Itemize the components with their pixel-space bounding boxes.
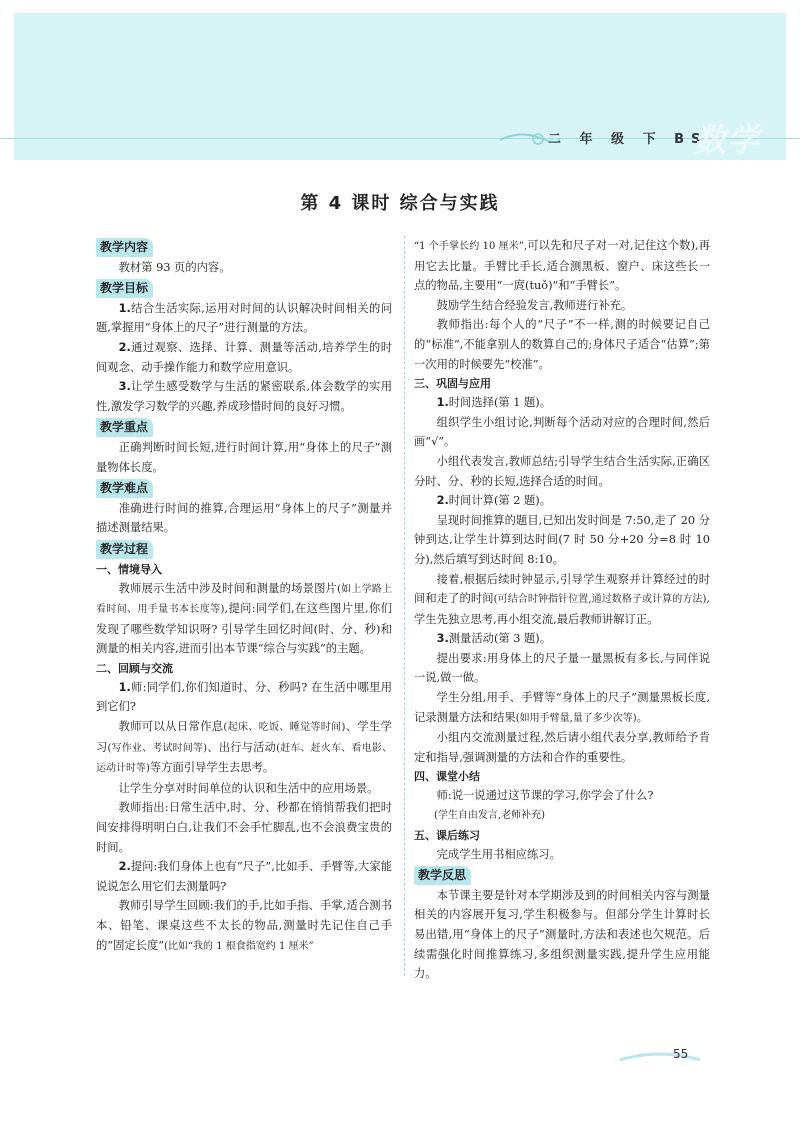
process-tag: 教学过程 bbox=[96, 540, 153, 559]
section-heading-3: 三、巩固与应用 bbox=[414, 377, 491, 391]
homework-text: 完成学生用书相应练习。 bbox=[436, 847, 561, 861]
subject-watermark: 数学 bbox=[694, 121, 761, 159]
teacher-point: 教师指出:每个人的“尺子”不一样,测的时候要记自己的“标准”,不能拿别人的数算自己的;身体尺子适合“估算”;第一次用的时候要先“校准”。 bbox=[414, 318, 710, 371]
summary-question: 师:说一说通过这节课的学习,你学会了什么? bbox=[436, 789, 654, 803]
grade-label: 二 年 级 下 BS bbox=[548, 132, 708, 147]
question-1: 1.师:同学们,你们知道时、分、秒吗? 在生活中哪里用到它们? bbox=[96, 680, 392, 714]
lesson-title: 第 4 课时 综合与实践 bbox=[300, 193, 500, 214]
goal-2: 2.通过观察、选择、计算、测量等活动,培养学生的时间观念、动手操作能力和数学应用意识。 bbox=[96, 340, 392, 374]
activity-2: 2.时间计算(第 2 题)。 bbox=[436, 494, 552, 508]
section-heading-4: 四、课堂小结 bbox=[414, 770, 480, 784]
section-heading-1: 一、情境导入 bbox=[96, 562, 162, 576]
intro-paragraph: 教师展示生活中涉及时间和测量的场景图片(如上学路上看时间、用手量书本长度等),提问:同学们,在这些图片里,你们发现了哪些数学知识呀? 引导学生回忆时间(时、分、秒)和测量的相关内容,进而引出本节课“综合与实践”的主题。 bbox=[96, 581, 392, 656]
goals-tag: 教学目标 bbox=[96, 279, 153, 298]
difficult-text: 准确进行时间的推算,合理运用“身体上的尺子”测量并描述测量结果。 bbox=[96, 501, 392, 535]
activity-3-text-2: 学生分组,用手、手臂等“身体上的尺子”测量黑板长度,记录测量方法和结果(如用手臂量,量了多少次等)。 bbox=[414, 691, 710, 724]
right-column bbox=[414, 236, 710, 984]
key-tag: 教学重点 bbox=[96, 418, 153, 437]
question-1-share: 让学生分享对时间单位的认识和生活中的应用场景。 bbox=[118, 781, 379, 795]
question-1-summary: 教师指出:日常生活中,时、分、秒都在悄悄帮我们把时间安排得明明白白,让我们不会手忙脚乱,也不会浪费宝贵的时间。 bbox=[96, 801, 392, 854]
activity-2-text-2: 接着,根据后续时钟显示,引导学生观察并计算经过的时间和走了的时间(可结合时钟指针位置,通过数格子或计算的方法),学生先独立思考,再小组交流,最后教师讲解订正。 bbox=[414, 572, 710, 626]
question-2-guide: 教师引导学生回顾:我们的手,比如手指、手掌,适合测书本、铅笔、课桌这些不太长的物品,测量时先记住自己手的“固定长度”(比如“我的 1 根食指宽约 1 厘米” bbox=[96, 899, 392, 952]
activity-3-text-3: 小组内交流测量过程,然后请小组代表分享,教师给予肯定和指导,强调测量的方法和合作的重要性。 bbox=[414, 731, 710, 764]
section-heading-5: 五、课后练习 bbox=[414, 828, 480, 842]
activity-1: 1.时间选择(第 1 题)。 bbox=[436, 396, 552, 410]
reflection-tag: 教学反思 bbox=[414, 866, 471, 885]
continued-paragraph: “1 个手掌长约 10 厘米”,可以先和尺子对一对,记住这个数),再用它去比量。手臂比手长,适合测黑板、窗户、床这些长一点的物品,主要用“一庹(tuǒ)”和“手臂长”。 bbox=[414, 239, 710, 293]
summary-note: (学生自由发言,老师补充) bbox=[434, 810, 545, 822]
encourage-text: 鼓励学生结合经验发言,教师进行补充。 bbox=[436, 298, 633, 312]
activity-1-text-2: 小组代表发言,教师总结;引导学生结合生活实际,正确区分时、分、秒的长短,选择合适的时间。 bbox=[414, 454, 710, 488]
key-text: 正确判断时间长短,进行时间计算,用“身体上的尺子”测量物体长度。 bbox=[96, 440, 392, 474]
goal-1: 1.结合生活实际,运用对时间的认识解决时间相关的问题,掌握用“身体上的尺子”进行测量的方法。 bbox=[96, 301, 392, 335]
left-column bbox=[96, 236, 392, 956]
content-tag: 教学内容 bbox=[96, 238, 153, 257]
activity-3-text-1: 提出要求:用身体上的尺子量一量黑板有多长,与同伴说一说,做一做。 bbox=[414, 651, 710, 685]
activity-3: 3.测量活动(第 3 题)。 bbox=[436, 632, 552, 646]
question-2: 2.提问:我们身体上也有“尺子”,比如手、手臂等,大家能说说怎么用它们去测量吗? bbox=[96, 860, 392, 893]
question-1-guide: 教师可以从日常作息(起床、吃饭、睡觉等时间)、学生学习(写作业、考试时间等)、出行与活动(赶车、赶火车、看电影、运动计时等)等方面引导学生去思考。 bbox=[96, 720, 392, 775]
content-text: 教材第 93 页的内容。 bbox=[118, 260, 231, 274]
difficult-tag: 教学难点 bbox=[96, 479, 153, 498]
section-heading-2: 二、回顾与交流 bbox=[96, 661, 173, 675]
page-number: 55 bbox=[673, 1047, 689, 1061]
activity-1-text-1: 组织学生小组讨论,判断每个活动对应的合理时间,然后画“√”。 bbox=[414, 415, 710, 449]
reflection-text: 本节课主要是针对本学期涉及到的时间相关内容与测量相关的内容展开复习,学生积极参与。但部分学生计算时长易出错,用“身体上的尺子”测量时,方法和表述也欠规范。后续需强化时间推算练习,多组织测量实践,提升学生应用能力。 bbox=[414, 888, 710, 981]
column-divider bbox=[404, 236, 405, 976]
activity-2-text-1: 呈现时间推算的题目,已知出发时间是 7:50,走了 20 分钟到达,让学生计算到达时间(7 时 50 分+20 分=8 时 10 分),然后填写到达时间 8:10。 bbox=[414, 513, 710, 566]
goal-3: 3.让学生感受数学与生活的紧密联系,体会数学的实用性,激发学习数学的兴趣,养成珍惜时间的良好习惯。 bbox=[96, 380, 392, 413]
